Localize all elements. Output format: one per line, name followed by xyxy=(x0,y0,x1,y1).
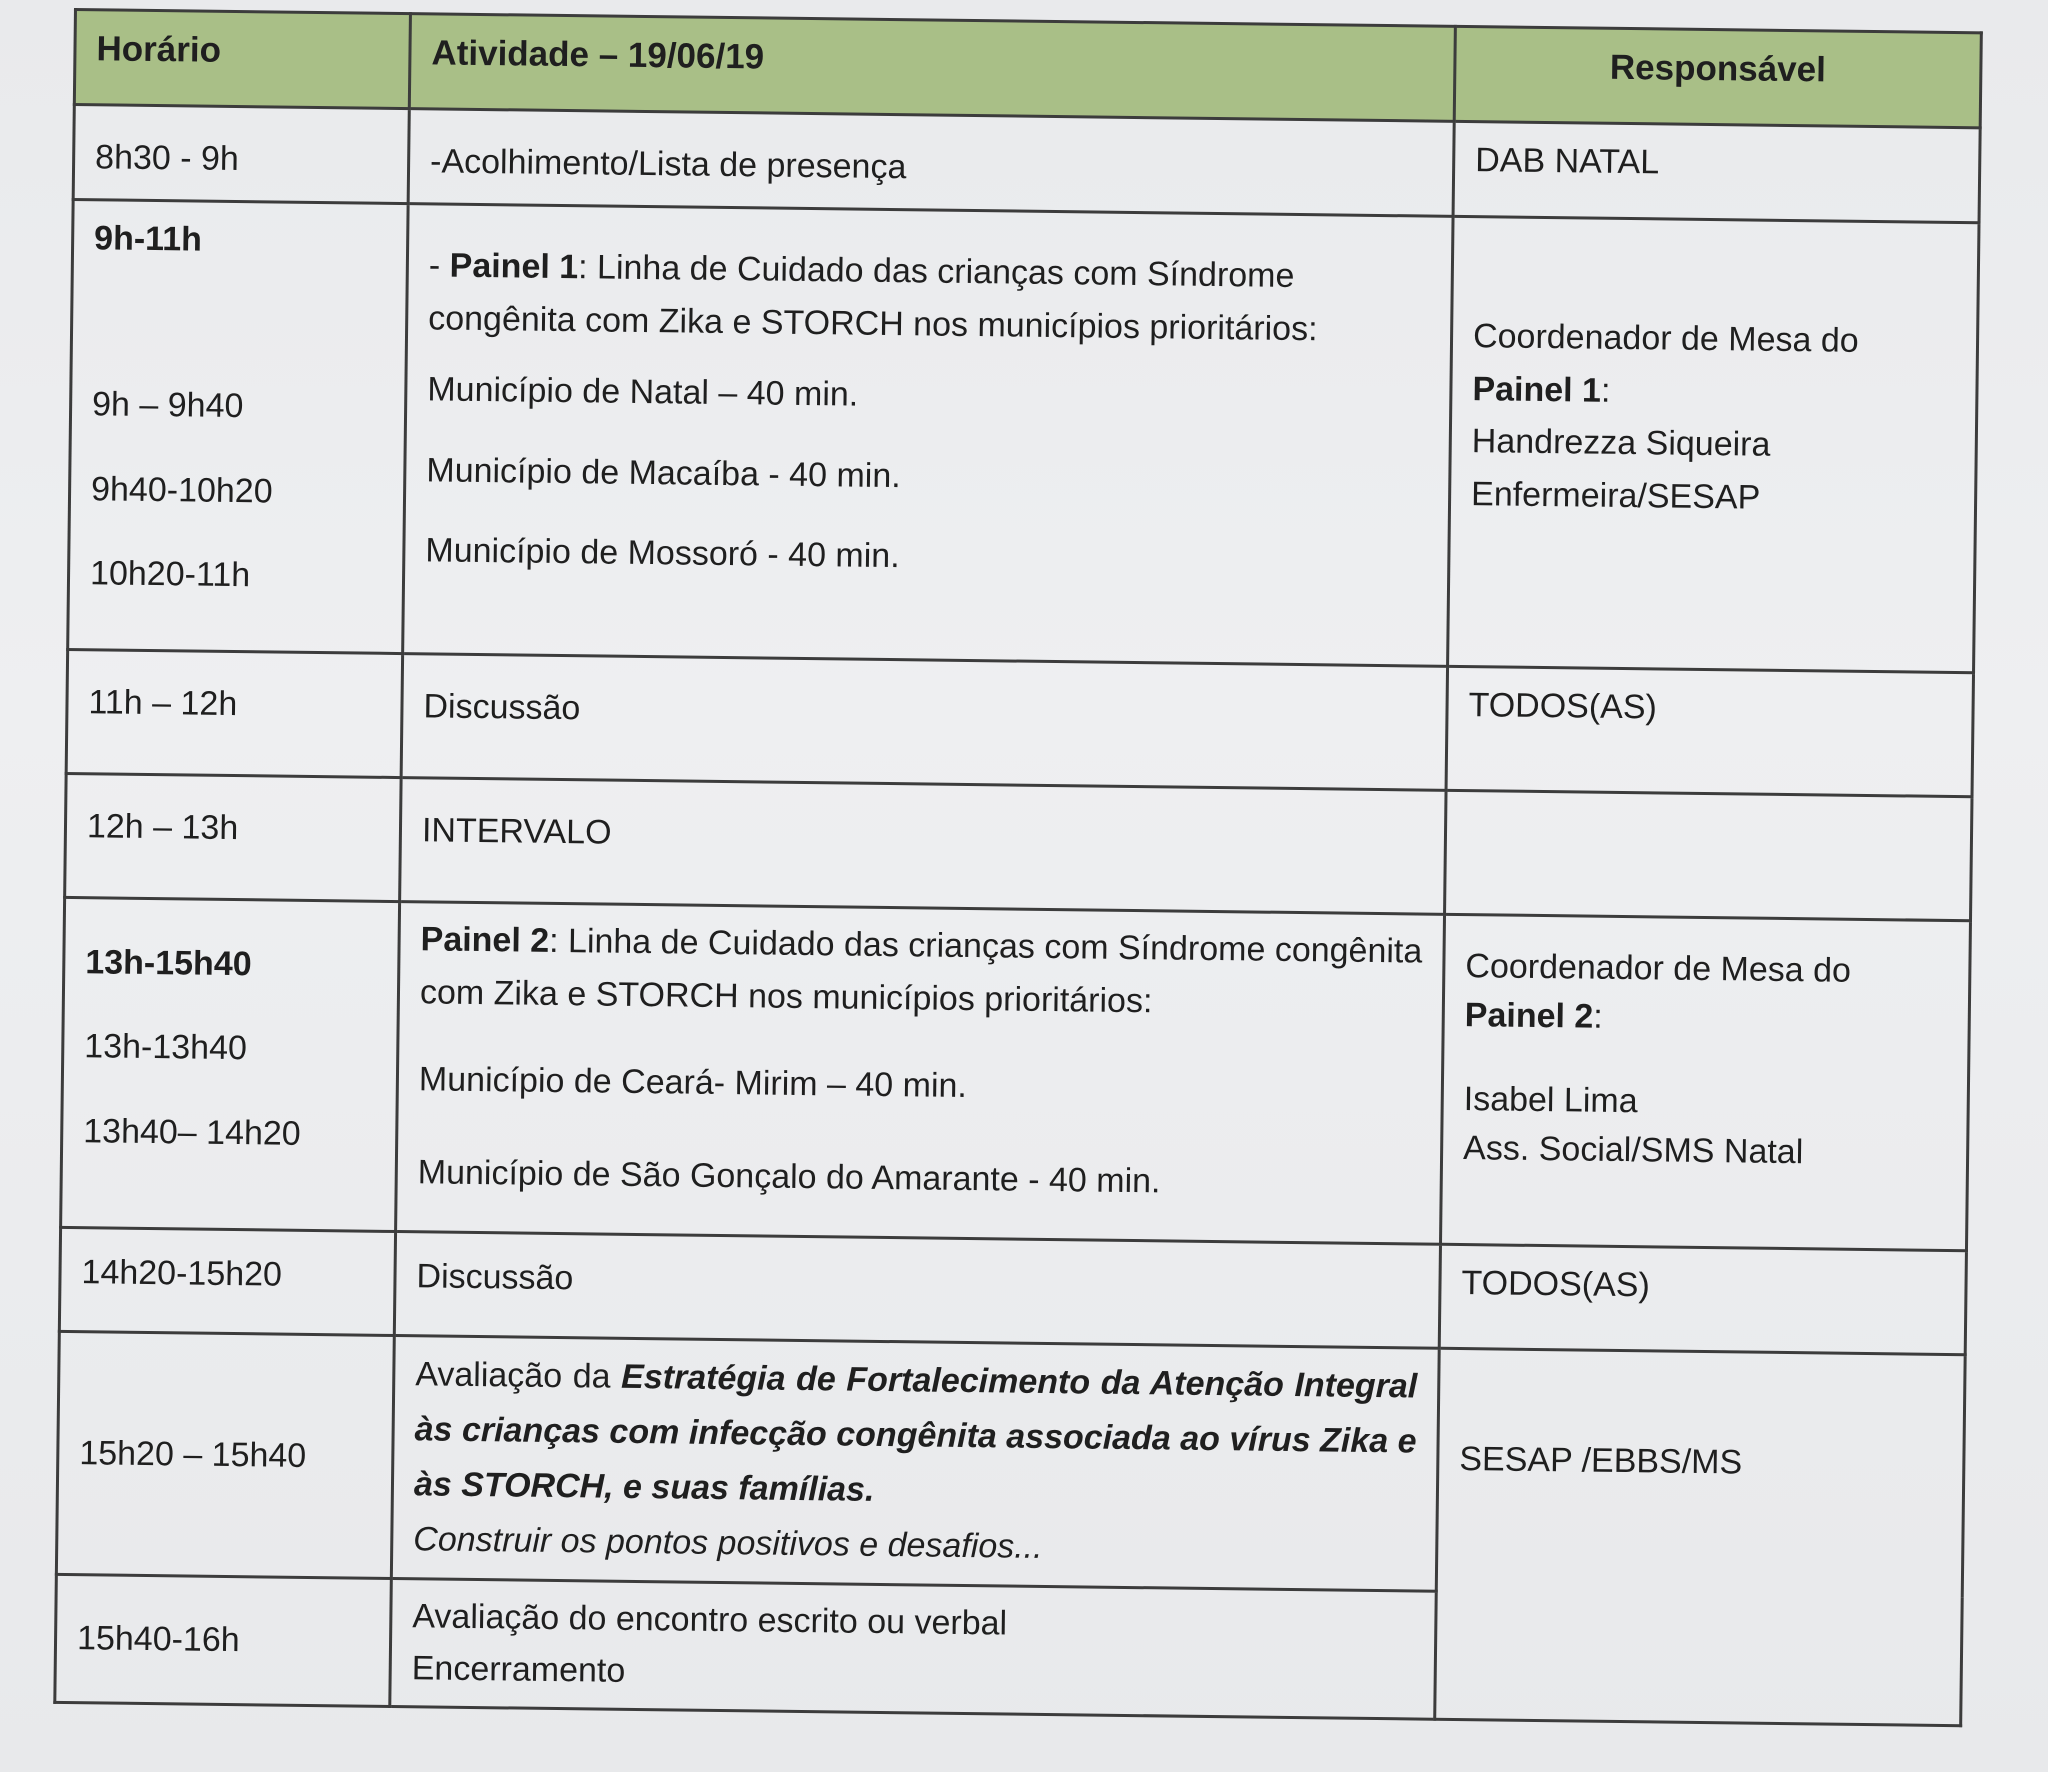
sub-activity: Município de Macaíba - 40 min. xyxy=(426,451,901,495)
header-responsible: Responsável xyxy=(1454,26,1981,127)
panel-text: : Linha de Cuidado das crianças com Síndrome congênita com Zika e STORCH nos municípios prioritários: xyxy=(428,248,1318,348)
panel-label: Painel 2 xyxy=(420,920,550,960)
panel-prefix: - xyxy=(428,246,450,285)
activity-text: Discussão xyxy=(416,1257,574,1298)
time-block: 13h-15h40 xyxy=(85,943,252,984)
sub-time: 13h-13h40 xyxy=(84,1027,248,1068)
activity-prefix: Avaliação da xyxy=(415,1355,622,1396)
time-cell xyxy=(55,1574,392,1706)
sub-activity: Município de Ceará- Mirim – 40 min. xyxy=(418,1060,968,1106)
time-text: 14h20-15h20 xyxy=(81,1253,283,1294)
table-row xyxy=(56,1331,1965,1597)
responsible-panel-colon: : xyxy=(1600,371,1611,410)
sub-activity: Município de São Gonçalo do Amarante - 40 min. xyxy=(417,1153,1161,1201)
responsible-text: SESAP /EBBS/MS xyxy=(1459,1439,1743,1482)
activity-cell xyxy=(401,654,1447,791)
responsible-panel-label: Painel 1 xyxy=(1472,369,1602,410)
activity-cell xyxy=(403,204,1453,667)
responsible-panel-colon: : xyxy=(1593,997,1603,1037)
activity-text: -Acolhimento/Lista de presença xyxy=(429,142,907,187)
activity-emphasis: Estratégia de Fortalecimento da Atenção Integral às crianças com infecção congênita associada ao vírus Zika e às STORCH, e suas famílias. xyxy=(413,1357,1418,1510)
panel-text: : Linha de Cuidado das crianças com Síndrome congênita com Zika e STORCH nos municípios prioritários: xyxy=(419,921,1423,1020)
responsible-cell xyxy=(1439,1244,1966,1354)
activity-line: Encerramento xyxy=(411,1649,626,1691)
activity-cell xyxy=(394,1232,1440,1349)
activity-cell xyxy=(391,1336,1439,1591)
responsible-cell xyxy=(1445,790,1972,920)
time-text: 8h30 - 9h xyxy=(94,138,240,179)
time-text: 12h – 13h xyxy=(86,807,239,848)
sub-time: 13h40– 14h20 xyxy=(83,1111,301,1153)
table-row xyxy=(66,649,1973,796)
responsible-block xyxy=(1471,310,1957,527)
responsible-role: Enfermeira/SESAP xyxy=(1470,475,1761,517)
time-text: 15h40-16h xyxy=(76,1619,240,1660)
sub-time: 9h – 9h40 xyxy=(91,385,244,426)
time-cell xyxy=(73,105,409,204)
responsible-line: Coordenador de Mesa do xyxy=(1472,317,1859,360)
time-text: 15h20 – 15h40 xyxy=(79,1433,307,1475)
time-cell xyxy=(61,897,400,1231)
table-row xyxy=(68,200,1979,673)
time-block: 9h-11h xyxy=(93,219,203,259)
activity-cell xyxy=(408,109,1454,217)
responsible-cell xyxy=(1446,666,1973,796)
responsible-panel xyxy=(1464,991,1948,1046)
sub-time: 9h40-10h20 xyxy=(90,470,273,511)
responsible-panel xyxy=(1472,363,1956,422)
activity-line: Avaliação do encontro escrito ou verbal xyxy=(412,1596,1008,1643)
responsible-name: Isabel Lima xyxy=(1463,1079,1638,1120)
schedule-table xyxy=(53,8,1983,1727)
sub-time: 10h20-11h xyxy=(89,554,251,595)
sub-activity: Município de Mossoró - 40 min. xyxy=(425,531,900,576)
responsible-text: DAB NATAL xyxy=(1475,141,1660,182)
table-row xyxy=(61,897,1971,1250)
activity-evaluation xyxy=(414,1347,1418,1524)
responsible-line: Coordenador de Mesa do xyxy=(1465,947,1852,990)
activity-text: Discussão xyxy=(423,687,581,728)
time-cell xyxy=(59,1227,395,1335)
responsible-cell xyxy=(1453,121,1980,222)
responsible-panel-label: Painel 2 xyxy=(1464,996,1594,1036)
activity-text: INTERVALO xyxy=(421,811,612,852)
activity-cell xyxy=(400,778,1446,915)
panel-heading xyxy=(420,913,1423,1031)
time-cell xyxy=(68,200,408,654)
panel-heading xyxy=(428,239,1431,357)
header-time: Horário xyxy=(74,10,410,109)
time-cell xyxy=(66,649,402,777)
responsible-text xyxy=(1467,802,1950,808)
time-cell xyxy=(65,773,401,901)
responsible-cell xyxy=(1448,216,1979,672)
responsible-block xyxy=(1463,942,1949,1179)
activity-cell xyxy=(396,902,1445,1245)
sub-activity: Município de Natal – 40 min. xyxy=(427,370,859,414)
time-cell xyxy=(56,1331,394,1578)
responsible-role: Ass. Social/SMS Natal xyxy=(1462,1128,1804,1172)
responsible-cell xyxy=(1435,1348,1965,1725)
responsible-text: TODOS(AS) xyxy=(1468,686,1658,727)
activity-note: Construir os pontos positivos e desafios... xyxy=(413,1520,1043,1567)
responsible-cell xyxy=(1440,914,1970,1250)
responsible-name: Handrezza Siqueira xyxy=(1471,422,1771,465)
responsible-text: TODOS(AS) xyxy=(1461,1264,1651,1305)
schedule-sheet xyxy=(53,8,1980,1751)
panel-label: Painel 1 xyxy=(449,246,579,287)
time-text: 11h – 12h xyxy=(88,683,238,724)
table-row xyxy=(65,773,1972,920)
activity-cell xyxy=(390,1578,1436,1719)
header-activity: Atividade – 19/06/19 xyxy=(409,14,1455,122)
